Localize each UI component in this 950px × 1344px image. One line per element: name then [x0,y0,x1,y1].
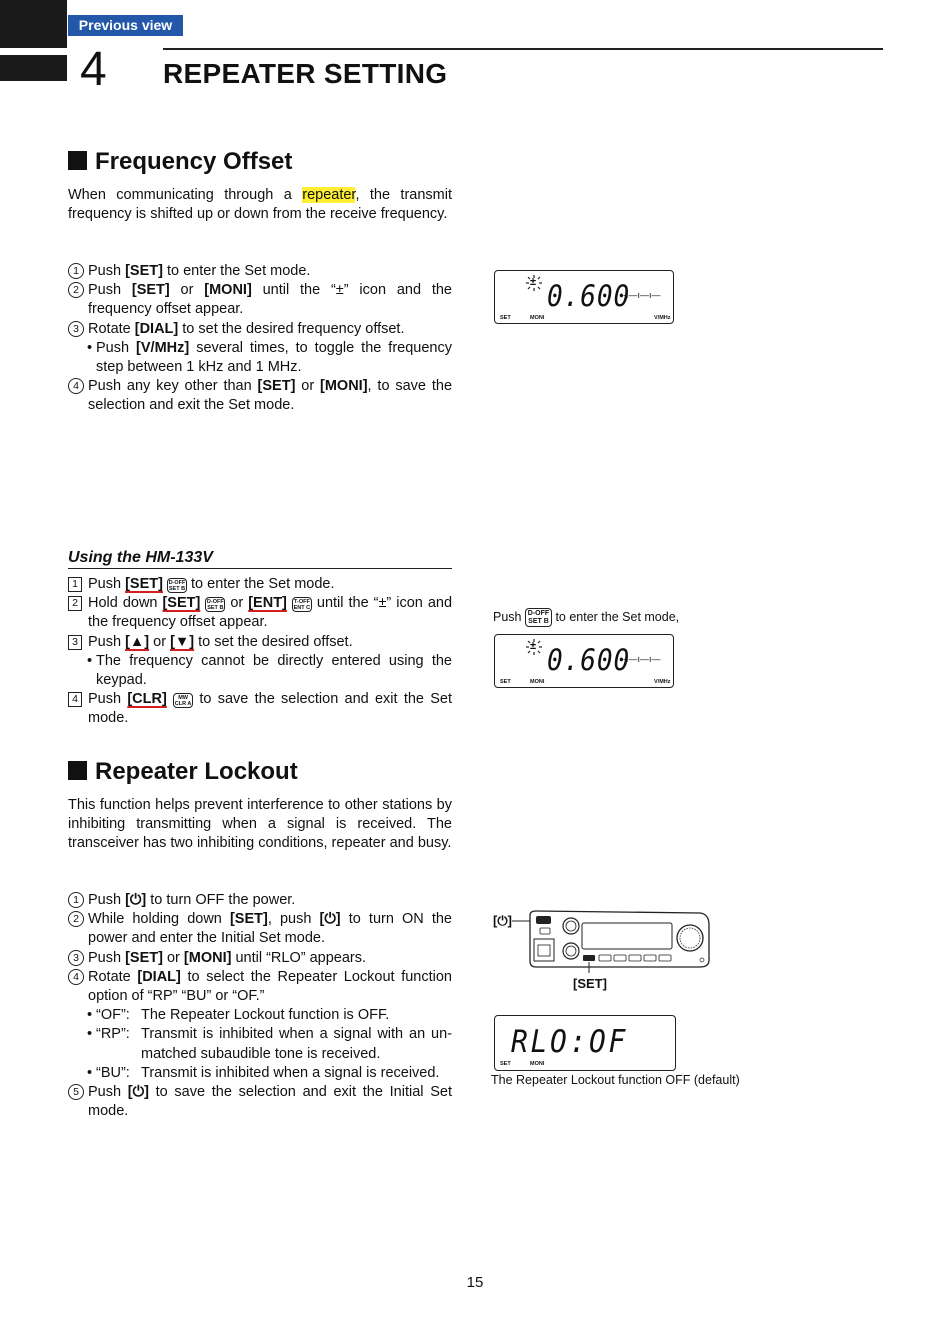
page-number: 15 [466,1274,484,1291]
section-heading-frequency-offset: Frequency Offset [68,148,292,176]
chapter-tab-block-lower [0,55,67,81]
option-item: • “OF”: The Repeater Lockout function is OFF. [87,1007,390,1024]
lcd-step-indicator: -ı—ı—ı— [623,290,661,300]
set-key-label: [SET] [573,976,607,991]
step: 1 Push [SET] to enter the Set mode. [68,262,452,281]
step: 3 Push [SET] or [MONI] until “RLO” appears. [68,949,452,968]
chapter-number: 4 [80,43,107,96]
set-key-icon: D-OFF SET B [525,608,552,627]
ent-key-icon: T-OFF ENT C [293,598,311,612]
hm133v-caption: Push D-OFF SET B to enter the Set mode, [493,610,680,625]
chapter-tab-block [0,0,67,48]
set-key-icon: D-OFF SET B [206,598,224,612]
bullet-note: • The frequency cannot be directly entered using the keypad. [87,652,452,689]
lcd-label-set: SET [500,315,511,321]
lcd-label-moni: MONI [530,679,545,685]
lcd-label-set: SET [500,1061,511,1067]
lcd-step-indicator: -ı—ı—ı— [623,654,661,664]
option-item: • “RP”: Transmit is inhibited when a signal with an un-matched subaudible tone is received. [87,1026,452,1062]
power-key-label: [⏻] [493,913,512,928]
lcd-label-moni: MONI [530,1061,545,1067]
square-bullet-icon [68,761,87,780]
plus-minus-icon: ± [530,640,537,652]
frequency-offset-intro: When communicating through a repeater, the transmit frequency is shifted up or down from the receive frequency. [68,187,452,223]
repeater-lockout-intro: This function helps prevent interference to other stations by inhibiting transmitting when a signal is received. The transceiver has two inhibiting conditions, repeater and busy. [68,797,452,852]
section-heading-repeater-lockout: Repeater Lockout [68,758,298,786]
square-bullet-icon [68,151,87,170]
clr-key-icon: MW CLR A [174,694,192,708]
plus-minus-icon: ± [530,276,537,288]
highlighted-term: repeater [302,187,356,203]
step: 2 Hold down [SET] D-OFF SET B or [ENT] T-OFF ENT C until the “±” icon and the frequency offset appear. [68,594,452,632]
lcd-label-set: SET [500,679,511,685]
lcd-display-offset-hm133v [494,634,674,688]
frequency-offset-steps [68,262,452,416]
step: 2 Push [SET] or [MONI] until the “±” icon and the frequency offset appear. [68,281,452,319]
step: 5 Push [⏻] to save the selection and exit the Initial Set mode. [68,1083,452,1121]
previous-view-button[interactable]: Previous view [68,15,183,36]
lockout-caption: The Repeater Lockout function OFF (default) [491,1073,740,1087]
subheading-hm133v: Using the HM-133V [68,549,452,569]
step: 2 While holding down [SET], push [⏻] to turn ON the power and enter the Initial Set mode. [68,910,452,948]
header-rule [163,48,883,50]
radio-front-panel-illustration [512,905,712,973]
lcd-display-offset [494,270,674,324]
lcd-display-rlo [494,1015,676,1071]
step: 3 Rotate [DIAL] to set the desired frequency offset. [68,320,452,339]
step: 3 Push [▲] or [▼] to set the desired offset. [68,633,452,652]
lcd-label-vmhz: V/MHz [654,679,671,685]
lcd-rlo-text: RLO:OF [511,1024,628,1060]
lcd-label-moni: MONI [530,315,545,321]
chapter-title: REPEATER SETTING [163,58,448,89]
step: 1 Push [SET] D-OFF SET B to enter the Set mode. [68,575,452,594]
lcd-frequency-digits: 0.600 [547,643,631,677]
option-item: • “BU”: Transmit is inhibited when a signal is received. [87,1064,440,1081]
step: 4 Rotate [DIAL] to select the Repeater Lockout function option of “RP” “BU” or “OF.” [68,968,452,1006]
hm133v-steps [68,575,452,729]
lcd-frequency-digits: 0.600 [547,279,631,313]
step: 4 Push [CLR] MW CLR A to save the selection and exit the Set mode. [68,690,452,728]
step: 1 Push [⏻] to turn OFF the power. [68,891,452,910]
bullet-note: • Push [V/MHz] several times, to toggle the frequency step between 1 kHz and 1 MHz. [87,339,452,376]
lcd-label-vmhz: V/MHz [654,315,671,321]
repeater-lockout-steps [68,891,452,1121]
step: 4 Push any key other than [SET] or [MONI], to save the selection and exit the Set mode. [68,377,452,415]
set-key-icon: D-OFF SET B [168,579,186,592]
